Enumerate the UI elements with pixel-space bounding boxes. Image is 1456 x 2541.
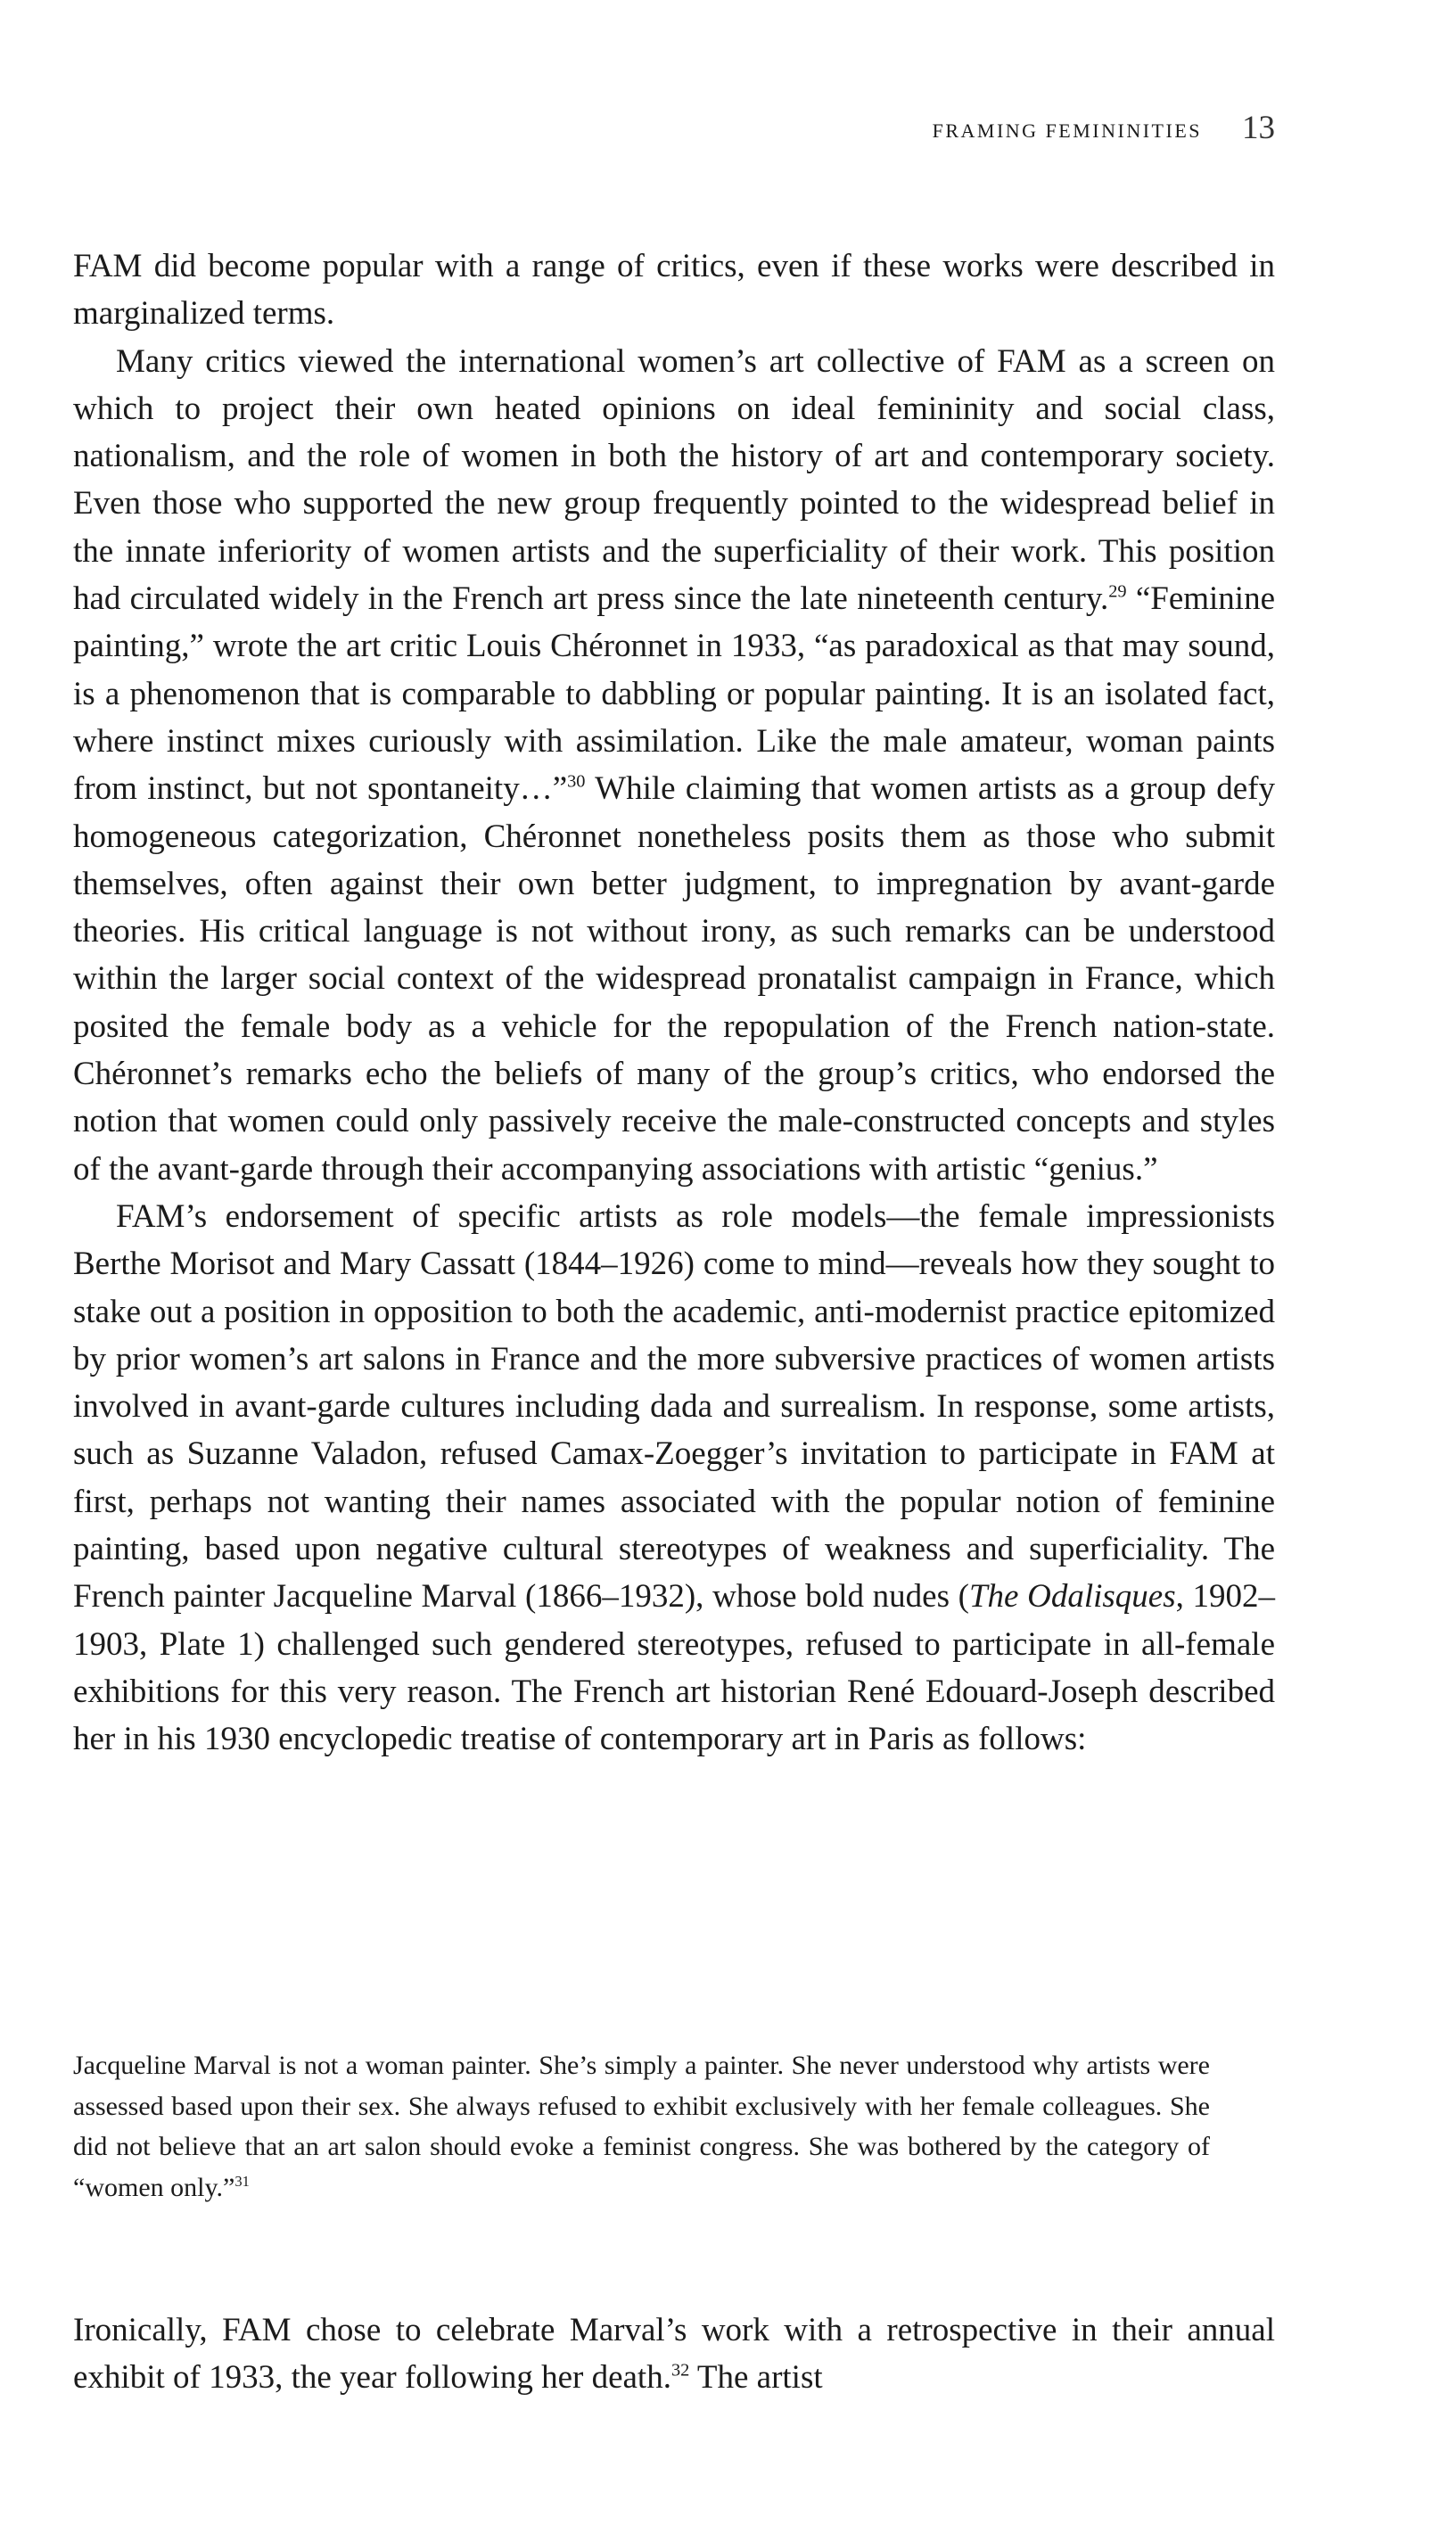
paragraph-1	[73, 243, 1275, 338]
footnote-ref: 30	[567, 771, 586, 792]
text-run: While claiming that women artists as a group defy homogeneous categorization, Chéronnet nonetheless posits them as those who submit themselves, often against their own better judgment, to impregnation by avant-garde theories. His critical language is not without irony, as such remarks can be understood within the larger social context of the widespread pronatalist campaign in France, which posited the female body as a vehicle for the repopulation of the French nation-state. Chéronnet’s remarks echo the beliefs of many of the group’s critics, who endorsed the notion that women could only passively receive the male-constructed concepts and styles of the avant-garde through their accompanying associations with artistic “genius.”	[73, 770, 1275, 1188]
block-quote	[73, 2045, 1210, 2208]
paragraph-3	[73, 1193, 1275, 1764]
running-title: FRAMING FEMININITIES	[932, 119, 1202, 142]
footnote-ref: 29	[1108, 581, 1127, 602]
closing-text	[73, 2307, 1275, 2402]
footnote-ref: 32	[670, 2360, 690, 2381]
text-run: FAM did become popular with a range of critics, even if these works were described in marginalized terms.	[73, 248, 1275, 333]
paragraph-2	[73, 338, 1275, 1193]
paragraph-4	[73, 2307, 1275, 2402]
page-number: 13	[1242, 110, 1275, 146]
text-run: FAM’s endorsement of specific artists as role models—the female impressionists Berthe Morisot and Mary Cassatt (1844–1926) come to mind—reveals how they sought to stake out a position in opposition to both the academic, anti-modernist practice epitomized by prior women’s art salons in France and the more subversive practices of women artists involved in avant-garde cultures including dada and surrealism. In response, some artists, such as Suzanne Valadon, refused Camax-Zoegger’s invitation to participate in FAM at first, perhaps not wanting their names associated with the popular notion of feminine painting, based upon negative cultural stereotypes of weakness and superficiality. The French painter Jacqueline Marval (1866–1932), whose bold nudes (	[73, 1197, 1275, 1616]
text-run: The artist	[689, 2359, 823, 2397]
running-header	[73, 109, 1275, 148]
text-run: , 1902–1903, Plate 1) challenged such gendered stereotypes, refused to participate in all-female exhibitions for this very reason. The French art historian René Edouard-Joseph described her in his 1930 encyclopedic treatise of contemporary art in Paris as follows:	[73, 1578, 1276, 1758]
text-run: Ironically, FAM chose to celebrate Marval’s work with a retrospective in their annual exhibit of 1933, the year following her death.	[73, 2312, 1275, 2397]
text-run: Jacqueline Marval is not a woman painter. She’s simply a painter. She never understood why artists were assessed based upon their sex. She always refused to exhibit exclusively with her female colleagues. She did not believe that an art salon should evoke a feminist congress. She was bothered by the category of “women only.”	[73, 2051, 1210, 2202]
italic-title: The Odalisques	[968, 1578, 1176, 1616]
text-run: “Feminine painting,” wrote the art critic Louis Chéronnet in 1933, “as paradoxical as that may sound, is a phenomenon that is comparable to dabbling or popular painting. It is an isolated fact, where instinct mixes curiously with assimilation. Like the male amateur, woman paints from instinct, but not spontaneity…”	[73, 580, 1276, 808]
text-run: Many critics viewed the international women’s art collective of FAM as a screen on which to project their own heated opinions on ideal femininity and social class, nationalism, and the role of women in both the history of art and contemporary society. Even those who supported the new group frequently pointed to the widespread belief in the innate inferiority of women artists and the superficiality of their work. This position had circulated widely in the French art press since the late nineteenth century.	[73, 342, 1275, 618]
body-text	[73, 243, 1275, 1764]
footnote-ref: 31	[234, 2172, 250, 2190]
